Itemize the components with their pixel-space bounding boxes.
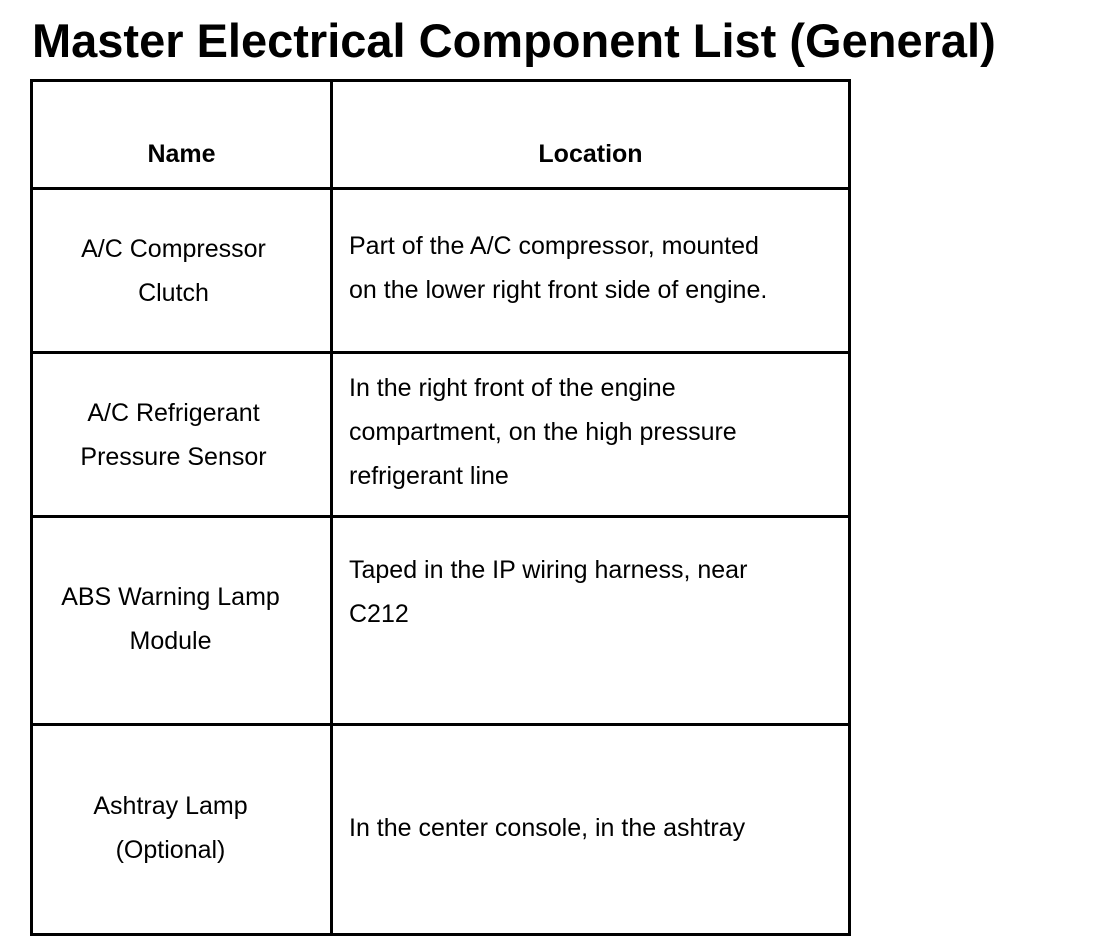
component-location-cell [332,353,850,517]
component-location: In the right front of the engine compartment, on the high pressure refrigerant line [349,373,737,490]
component-name: A/C Compressor Clutch [81,234,266,307]
component-location-cell [332,517,850,725]
table-row [32,353,850,517]
component-location-cell [332,189,850,353]
column-header-name: Name [32,81,332,189]
table-row [32,517,850,725]
column-header-location: Location [332,81,850,189]
component-location: In the center console, in the ashtray [349,813,746,842]
component-name-cell [32,725,332,935]
component-name-cell [32,189,332,353]
component-location-cell [332,725,850,935]
page-title: Master Electrical Component List (General) [32,14,996,67]
component-location: Taped in the IP wiring harness, near C212 [349,555,748,628]
component-name: ABS Warning Lamp Module [61,582,280,655]
table-row [32,189,850,353]
component-name: Ashtray Lamp (Optional) [93,791,248,864]
component-name-cell [32,353,332,517]
table-header-row [32,81,850,189]
component-table [30,79,851,936]
component-name: A/C Refrigerant Pressure Sensor [80,398,267,471]
table-row [32,725,850,935]
component-location: Part of the A/C compressor, mounted on the lower right front side of engine. [349,231,768,304]
component-name-cell [32,517,332,725]
